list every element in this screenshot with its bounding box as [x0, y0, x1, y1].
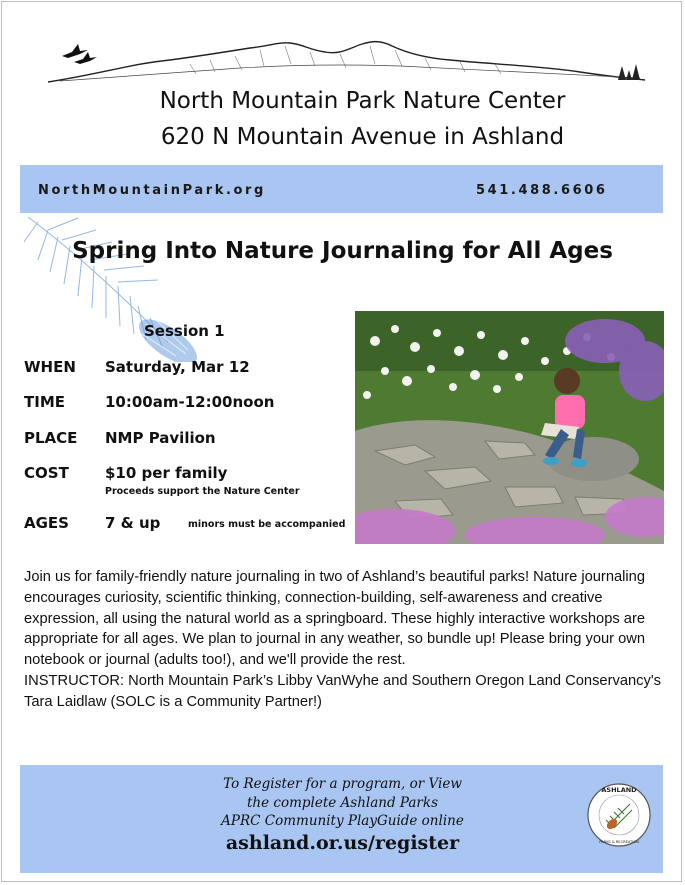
detail-label: PLACE [24, 429, 78, 447]
cost-note: Proceeds support the Nature Center [105, 486, 300, 497]
detail-value: $10 per family [105, 464, 228, 482]
garden-journaling-photo [355, 311, 664, 544]
detail-value: NMP Pavilion [105, 429, 216, 447]
detail-value: Saturday, Mar 12 [105, 358, 250, 376]
info-bar [20, 165, 663, 213]
logo-text-top: ASHLAND [601, 786, 637, 794]
org-address: 620 N Mountain Avenue in Ashland [160, 124, 565, 150]
detail-label: TIME [24, 393, 65, 411]
phone-number: 541.488.6606 [476, 183, 608, 198]
trees-icon [618, 64, 640, 80]
detail-label: COST [24, 464, 69, 482]
detail-value: 10:00am-12:00noon [105, 393, 275, 411]
ashland-parks-logo [586, 782, 652, 848]
geese-icon [62, 44, 97, 64]
website-link[interactable]: NorthMountainPark.org [38, 183, 266, 198]
register-line-1: To Register for a program, or View [223, 776, 462, 792]
instructor-text: INSTRUCTOR: North Mountain Park’s Libby VanWyhe and Southern Oregon Land Conservancy's Tara Laidlaw (SOLC is a Community Partner!) [24, 672, 661, 710]
register-line-3: APRC Community PlayGuide online [221, 813, 464, 829]
description-paragraph: Join us for family-friendly nature journaling in two of Ashland’s beautiful parks! Nature journaling encourages curiosity, scientific thinking, connection-building, self-awareness and creative expression, all using the natural world as a springboard. These highly interactive workshops are appropriate for all ages. We plan to journal in any weather, so bundle up! Please bring your own notebook or journal (adults too!), and we'll provide the rest. [24, 569, 646, 669]
mountain-range-illustration [40, 34, 650, 90]
session-label: Session 1 [144, 322, 225, 340]
detail-label: AGES [24, 514, 69, 532]
program-title: Spring Into Nature Journaling for All Ages [72, 238, 613, 264]
detail-value: 7 & up [105, 514, 161, 532]
ages-note: minors must be accompanied [188, 519, 346, 530]
logo-text-bottom: PARKS & RECREATION [599, 840, 639, 844]
description [24, 567, 664, 713]
org-name: North Mountain Park Nature Center [159, 88, 566, 114]
detail-label: WHEN [24, 358, 76, 376]
register-line-2: the complete Ashland Parks [247, 795, 438, 811]
register-url-link[interactable]: ashland.or.us/register [225, 832, 460, 854]
